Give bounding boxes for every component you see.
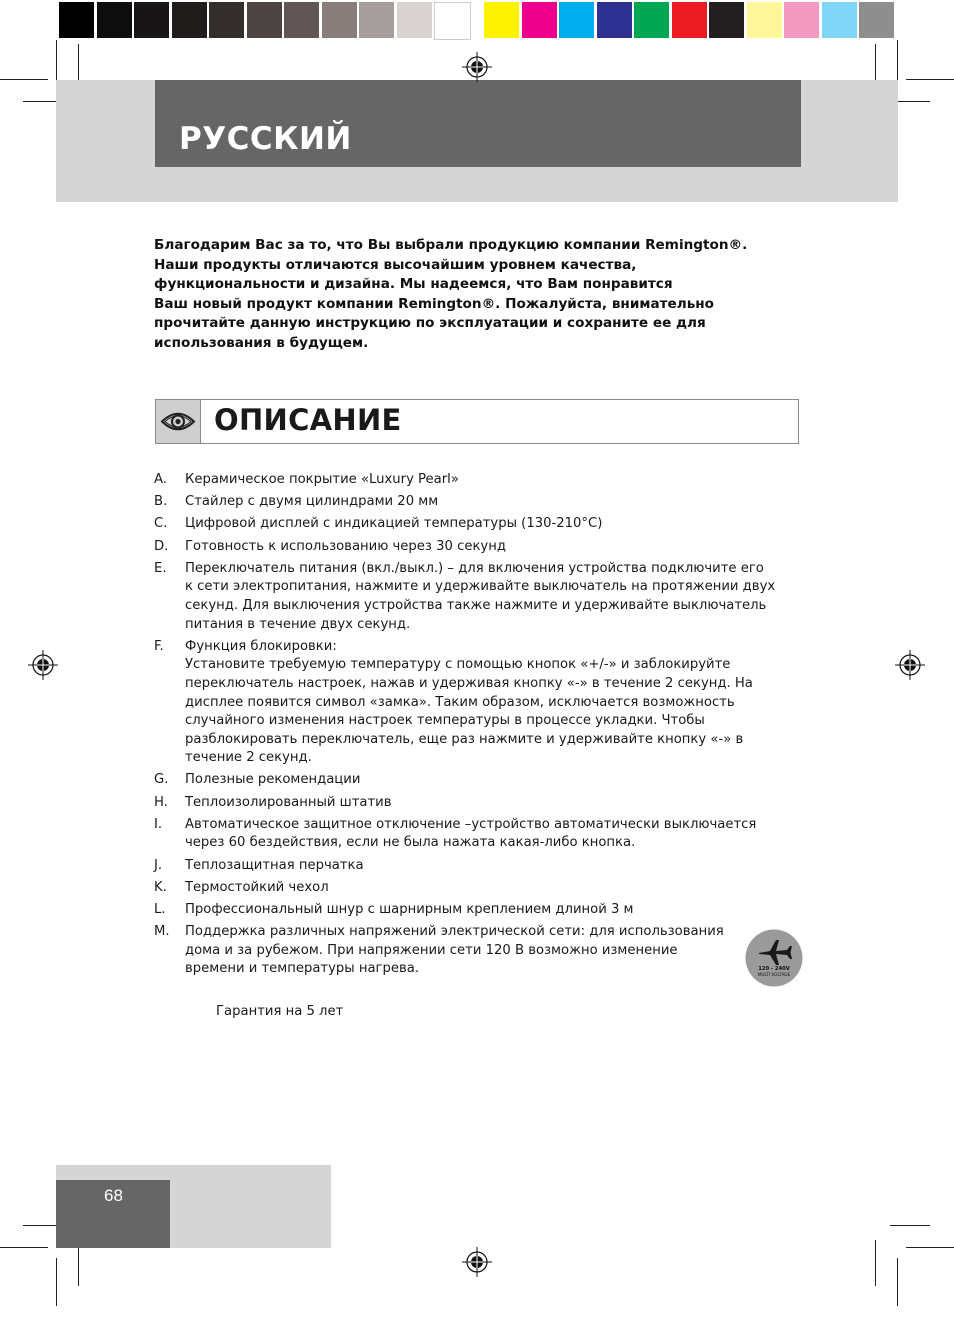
crop-mark — [890, 1225, 930, 1226]
grayscale-swatch — [247, 2, 282, 38]
item-text-line: к сети электропитания, нажмите и удерживайте выключатель на протяжении двух — [185, 579, 776, 595]
item-text-line: Профессиональный шнур с шарнирным креплением длиной 3 м — [185, 902, 634, 917]
grayscale-swatch — [209, 2, 244, 38]
color-swatch — [634, 2, 669, 38]
crop-mark — [56, 1258, 57, 1306]
crop-mark — [0, 1247, 48, 1248]
grayscale-swatch — [172, 2, 207, 38]
color-swatch — [784, 2, 819, 38]
grayscale-swatch — [322, 2, 357, 38]
multi-voltage-badge — [745, 929, 803, 987]
item-text-line: Установите требуемую температуру с помощью кнопок «+/-» и заблокируйте — [185, 657, 731, 673]
intro-line: Наши продукты отличаются высочайшим уровнем качества, — [154, 256, 637, 273]
color-swatch — [859, 2, 894, 38]
item-text-line: Теплозащитная перчатка — [185, 857, 364, 873]
list-item — [154, 771, 794, 790]
item-letter: F. — [154, 638, 164, 654]
list-item — [154, 901, 794, 920]
list-item — [154, 471, 794, 490]
page-number-box — [56, 1180, 170, 1248]
grayscale-swatch — [284, 2, 319, 38]
item-letter: J. — [154, 857, 163, 873]
list-item — [154, 493, 794, 512]
color-swatch — [597, 2, 632, 38]
item-text-line: дисплее появится символ «замка». Таким образом, исключается возможность — [185, 694, 735, 710]
item-text-line: Переключатель питания (вкл./выкл.) – для включения устройства подключите его — [185, 560, 764, 576]
color-swatch — [484, 2, 519, 38]
section-header — [155, 399, 799, 444]
intro-line: Благодарим Вас за то, что Вы выбрали продукцию компании Remington®. — [154, 237, 748, 253]
item-text-line: через 60 бездействия, если не была нажата какая-либо кнопка. — [185, 835, 636, 851]
intro-line: использования в будущем. — [154, 334, 369, 351]
grayscale-swatch — [434, 2, 471, 40]
list-item — [154, 857, 794, 876]
item-letter: H. — [154, 794, 168, 810]
color-swatch — [522, 2, 557, 38]
item-letter: K. — [154, 879, 167, 895]
color-swatch — [822, 2, 857, 38]
color-swatch — [672, 2, 707, 38]
registration-mark-icon — [28, 650, 58, 680]
list-item — [154, 923, 794, 979]
item-letter: A. — [154, 472, 167, 487]
color-swatch — [709, 2, 744, 38]
page-title: РУССКИЙ — [179, 121, 352, 157]
item-letter: G. — [154, 772, 169, 788]
item-text-line: течение 2 секунд. — [185, 750, 312, 766]
item-letter: L. — [154, 902, 166, 917]
grayscale-swatch — [397, 2, 432, 38]
badge-voltage: 120 - 240V — [758, 966, 790, 972]
item-text-line: Поддержка различных напряжений электрической сети: для использования — [185, 924, 724, 940]
list-item — [154, 794, 794, 813]
item-text-line: питания в течение двух секунд. — [185, 616, 411, 632]
item-letter: D. — [154, 538, 169, 554]
page-number: 68 — [104, 1186, 123, 1205]
color-swatch — [559, 2, 594, 38]
item-text-line: времени и температуры нагрева. — [185, 961, 420, 977]
badge-label: MULTI VOLTAGE — [757, 972, 791, 977]
warranty-text: Гарантия на 5 лет — [216, 1004, 344, 1019]
grayscale-swatch — [59, 2, 94, 38]
item-text-line: Термостойкий чехол — [185, 879, 329, 895]
list-item — [154, 638, 794, 768]
list-item — [154, 538, 794, 557]
item-letter: B. — [154, 494, 168, 510]
crop-mark — [906, 79, 954, 80]
list-item — [154, 515, 794, 534]
language-header — [155, 80, 801, 167]
list-item — [154, 560, 794, 634]
item-text-line: Керамическое покрытие «Luxury Pearl» — [185, 472, 459, 487]
list-item — [154, 879, 794, 898]
section-icon-box — [156, 400, 201, 443]
registration-mark-icon — [462, 1247, 492, 1277]
item-letter: E. — [154, 560, 167, 576]
eye-icon — [156, 400, 200, 443]
item-text-line: Функция блокировки: — [185, 638, 337, 654]
crop-mark — [875, 1240, 876, 1286]
crop-mark — [897, 1258, 898, 1306]
crop-mark — [906, 1247, 954, 1248]
item-text-line: случайного изменения настроек температуры в процессе укладки. Чтобы — [185, 713, 705, 729]
description-list — [154, 471, 794, 983]
crop-mark — [0, 79, 48, 80]
item-text-line: Готовность к использованию через 30 секунд — [185, 538, 506, 554]
registration-mark-icon — [462, 52, 492, 82]
item-text-line: Автоматическое защитное отключение –устройство автоматически выключается — [185, 816, 757, 832]
item-text-line: Цифровой дисплей с индикацией температуры (130-210°C) — [185, 516, 603, 532]
intro-paragraph — [154, 236, 794, 353]
item-letter: C. — [154, 516, 168, 532]
item-text-line: разблокировать переключатель, еще раз нажмите и удерживайте кнопку «-» в — [185, 731, 744, 747]
color-swatch — [747, 2, 782, 38]
item-text-line: Стайлер с двумя цилиндрами 20 мм — [185, 494, 439, 510]
item-text-line: секунд. Для выключения устройства также нажмите и удерживайте выключатель — [185, 597, 767, 613]
item-letter: M. — [154, 924, 170, 940]
item-text-line: дома и за рубежом. При напряжении сети 120 В возможно изменение — [185, 942, 678, 958]
grayscale-swatch — [134, 2, 169, 38]
grayscale-swatch — [359, 2, 394, 38]
intro-line: функциональности и дизайна. Мы надеемся, что Вам понравится — [154, 276, 673, 292]
item-text-line: Теплоизолированный штатив — [185, 794, 392, 810]
list-item — [154, 816, 794, 853]
item-text-line: переключатель настроек, нажав и удерживая кнопку «-» в течение 2 секунд. На — [185, 675, 753, 691]
grayscale-swatch — [97, 2, 132, 38]
section-title: ОПИСАНИЕ — [214, 403, 402, 437]
intro-line: Ваш новый продукт компании Remington®. Пожалуйста, внимательно — [154, 295, 715, 312]
color-calibration-bar — [0, 0, 954, 40]
intro-line: прочитайте данную инструкцию по эксплуатации и сохраните ее для — [154, 315, 706, 331]
item-text-line: Полезные рекомендации — [185, 772, 361, 788]
registration-mark-icon — [895, 650, 925, 680]
item-letter: I. — [154, 816, 163, 832]
